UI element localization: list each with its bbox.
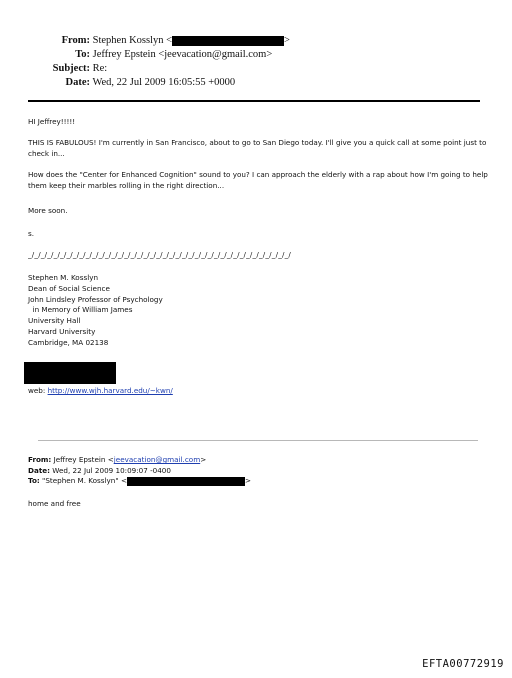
quoted-to-label: To: xyxy=(28,476,40,485)
web-line xyxy=(28,386,173,397)
subject-label: Subject: xyxy=(52,63,90,74)
quoted-header xyxy=(28,455,251,487)
to-row xyxy=(0,47,272,62)
greeting: HI Jeffrey!!!!! xyxy=(28,117,76,126)
signature xyxy=(28,273,163,349)
signature-line: John Lindsley Professor of Psychology xyxy=(28,294,163,304)
subject-value: Re: xyxy=(92,63,108,74)
closing: More soon. xyxy=(28,206,68,215)
header-divider xyxy=(28,100,480,102)
signature-line: Cambridge, MA 02138 xyxy=(28,337,109,347)
signature-line: Harvard University xyxy=(28,326,96,336)
web-label: web: xyxy=(28,386,48,395)
paragraph-2: How does the "Center for Enhanced Cognition" sound to you? I can approach the elderly with a rap about how I'm going to help them keep their marbles rolling in the right direction... xyxy=(28,170,488,190)
quoted-divider xyxy=(38,440,478,441)
quoted-date-value: Wed, 22 Jul 2009 10:09:07 -0400 xyxy=(50,465,171,475)
date-value: Wed, 22 Jul 2009 16:05:55 +0000 xyxy=(92,77,236,88)
quoted-to-row xyxy=(28,476,251,487)
quoted-from-row xyxy=(28,455,251,466)
from-row xyxy=(0,33,290,48)
bates-number: EFTA00772919 xyxy=(422,658,504,670)
signature-line: Stephen M. Kosslyn xyxy=(28,273,99,282)
redaction-box xyxy=(24,362,116,384)
quoted-body: home and free xyxy=(28,499,81,508)
quoted-to-value: "Stephen M. Kosslyn" < xyxy=(39,476,127,485)
from-label: From: xyxy=(61,35,90,46)
redaction-box xyxy=(172,36,284,46)
signature-line: Dean of Social Science xyxy=(28,283,110,293)
signature-line: in Memory of William James xyxy=(28,305,133,315)
signature-line: University Hall xyxy=(28,316,81,326)
quoted-from-close: > xyxy=(200,455,207,464)
quoted-date-label: Date: xyxy=(28,465,51,475)
signature-separator: _/_/_/_/_/_/_/_/_/_/_/_/_/_/_/_/_/_/_/_/_/_/_/_/_/_/_/_/_/_/_/_/_/_/_/_/_/_/_/_/_/ xyxy=(28,250,292,259)
quoted-from-email[interactable]: jeevacation@gmail.com xyxy=(113,455,201,464)
quoted-from-value: Jeffrey Epstein < xyxy=(51,455,114,464)
subject-row xyxy=(0,61,107,76)
to-label: To: xyxy=(75,49,90,60)
quoted-date-row xyxy=(28,466,251,477)
initial: s. xyxy=(28,229,35,238)
paragraph-1: THIS IS FABULOUS! I'm currently in San Francisco, about to go to San Diego today. I'll give you a quick call at some point just to check in... xyxy=(28,138,487,158)
date-row xyxy=(0,75,235,90)
quoted-from-label: From: xyxy=(28,455,52,464)
quoted-to-close: > xyxy=(244,476,252,485)
from-close: > xyxy=(284,35,290,46)
to-value: Jeffrey Epstein <jeevacation@gmail.com> xyxy=(92,49,273,60)
from-name: Stephen Kosslyn < xyxy=(92,35,173,46)
redaction-box xyxy=(127,477,245,486)
web-link[interactable]: http://www.wjh.harvard.edu/~kwn/ xyxy=(47,386,173,395)
date-label: Date: xyxy=(65,77,90,88)
